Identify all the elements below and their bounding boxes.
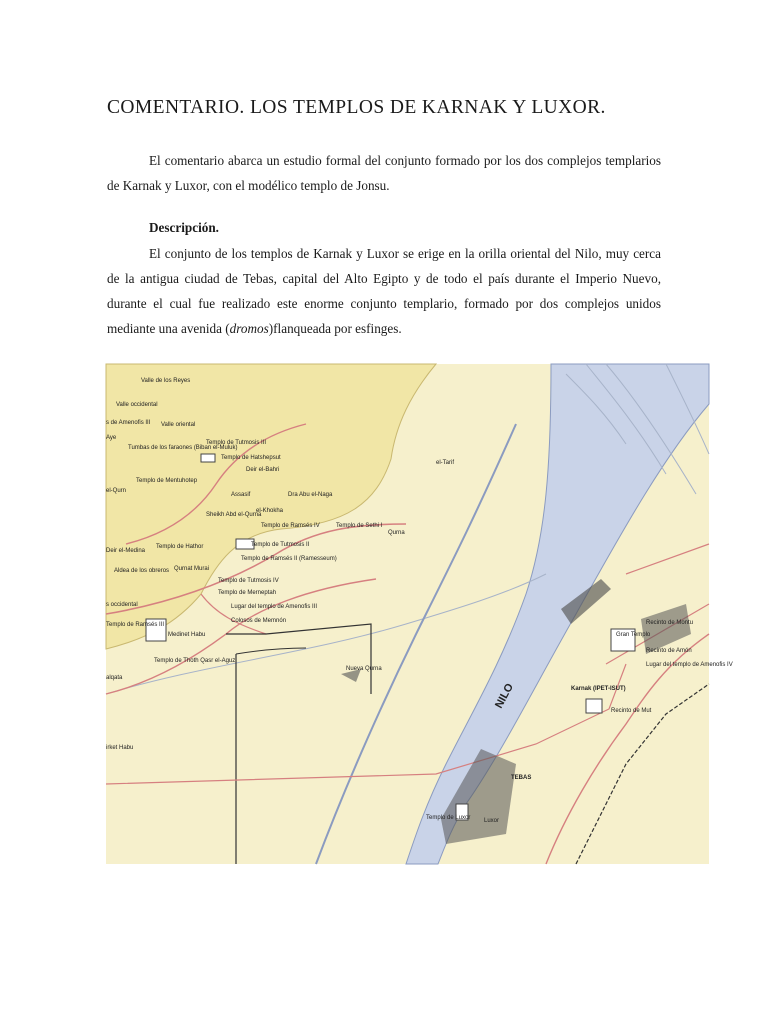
heading-period: . (215, 220, 219, 235)
intro-paragraph: El comentario abarca un estudio formal del conjunto formado por los dos complejos templarios de Karnak y Luxor, con el modélico templo de Jonsu. (107, 153, 661, 193)
label-el-khokha: el-Khokha (256, 508, 284, 514)
label-qurnat-murai: Qurnat Murai (174, 566, 210, 572)
label-assasif: Assasif (231, 492, 251, 498)
label-karnak: Karnak (IPET-ISUT) (571, 686, 626, 692)
title-text: COMENTARIO. LOS TEMPLOS DE KARNAK Y LUXOR (107, 97, 601, 118)
page-title (107, 96, 661, 120)
label-valle-reinas: s occidental (106, 602, 138, 608)
label-templo-sethi-i: Templo de Sethi I (336, 523, 383, 529)
label-templo-tutmosis-iii: Templo de Tutmosis III (206, 440, 267, 446)
label-nueva-qurna: Nueva Qurna (346, 666, 382, 672)
temple-block-mut (586, 699, 602, 713)
label-templo-tutmosis-iv: Templo de Tutmosis IV (218, 578, 279, 584)
label-luxor: Luxor (484, 818, 500, 824)
label-deir-el-medina: Deir el-Medina (106, 548, 146, 554)
description-text-2: )flanqueada por esfinges. (268, 321, 402, 336)
label-dra-abu-el-naga: Dra Abu el-Naga (288, 492, 333, 498)
label-templo-hathor: Templo de Hathor (156, 544, 204, 550)
label-el-tarif: el-Tarif (436, 460, 455, 466)
label-templo-ramses-iii: Templo de Ramsés III (106, 622, 165, 628)
label-valle-reyes: Valle de los Reyes (141, 378, 191, 384)
heading-text: Descripción (149, 220, 216, 235)
label-deir-el-bahri: Deir el-Bahri (246, 467, 280, 473)
label-templo-merneptah: Templo de Merneptah (218, 590, 277, 596)
label-tebas: TEBAS (511, 775, 532, 781)
label-colosos-memnon: Colosos de Memnón (231, 618, 287, 624)
theban-area-map (106, 364, 733, 864)
label-templo-ramses-iv: Templo de Ramsés IV (261, 523, 320, 529)
label-el-qurn: el-Qurn (106, 488, 127, 494)
label-aldea-obreros: Aldea de los obreros (114, 568, 170, 574)
label-recinto-amon: Recinto de Amón (646, 648, 692, 654)
label-lugar-templo-amenofis: Lugar del templo de Amenofis III (231, 604, 318, 610)
description-paragraph (107, 241, 661, 341)
label-malqata: alqata (106, 675, 123, 681)
title-period: . (600, 97, 606, 118)
temple-block-deir-el-bahri (201, 454, 215, 462)
label-templo-hatshepsut: Templo de Hatshepsut (221, 455, 281, 461)
label-recinto-montu: Recinto de Montu (646, 620, 694, 626)
label-templo-thoth: Templo de Thoth Qasr el-Aguz (154, 658, 236, 664)
label-sheikh-abd-el-qurna: Sheikh Abd el-Qurna (206, 512, 262, 518)
description-text-1: El conjunto de los templos de Karnak y Luxor se erige en la orilla oriental del Nilo, muy cerca de la antigua ciudad de Tebas, capital del Alto Egipto y de todo el país durante el Imperio Nuevo, durante el cual fue realizado este enorme conjunto templario, formado por dos complejos unidos mediante una avenida ( (107, 246, 661, 336)
label-tumbas-faraones: Tumbas de los faraones (Biban el-Muluk) (128, 445, 238, 451)
label-medinet-habu: Medinet Habu (168, 632, 206, 638)
section-heading (149, 220, 219, 236)
label-nilo: NILO (493, 681, 516, 711)
label-recinto-mut: Recinto de Mut (611, 708, 652, 714)
label-valle-occidental: Valle occidental (116, 402, 158, 408)
label-templo-tutmosis-ii: Templo de Tutmosis II (251, 542, 310, 548)
label-templo-ramses-ii: Templo de Ramsés II (Ramesseum) (241, 556, 337, 562)
label-valle-oriental: Valle oriental (161, 422, 196, 428)
label-qurna: Qurna (388, 530, 405, 536)
label-aye: Aye (106, 435, 117, 441)
dromos-term: dromos (229, 321, 269, 336)
label-gran-templo: Gran Templo (616, 632, 651, 638)
label-templo-luxor: Templo de Luxor (426, 815, 471, 821)
label-lugar-amenofis-iv: Lugar del templo de Amenofis IV (646, 662, 733, 668)
label-birket-habu: irket Habu (106, 745, 134, 751)
label-amenofis-iii-tomb: s de Amenofis III (106, 420, 151, 426)
label-templo-mentuhotep: Templo de Mentuhotep (136, 478, 198, 484)
